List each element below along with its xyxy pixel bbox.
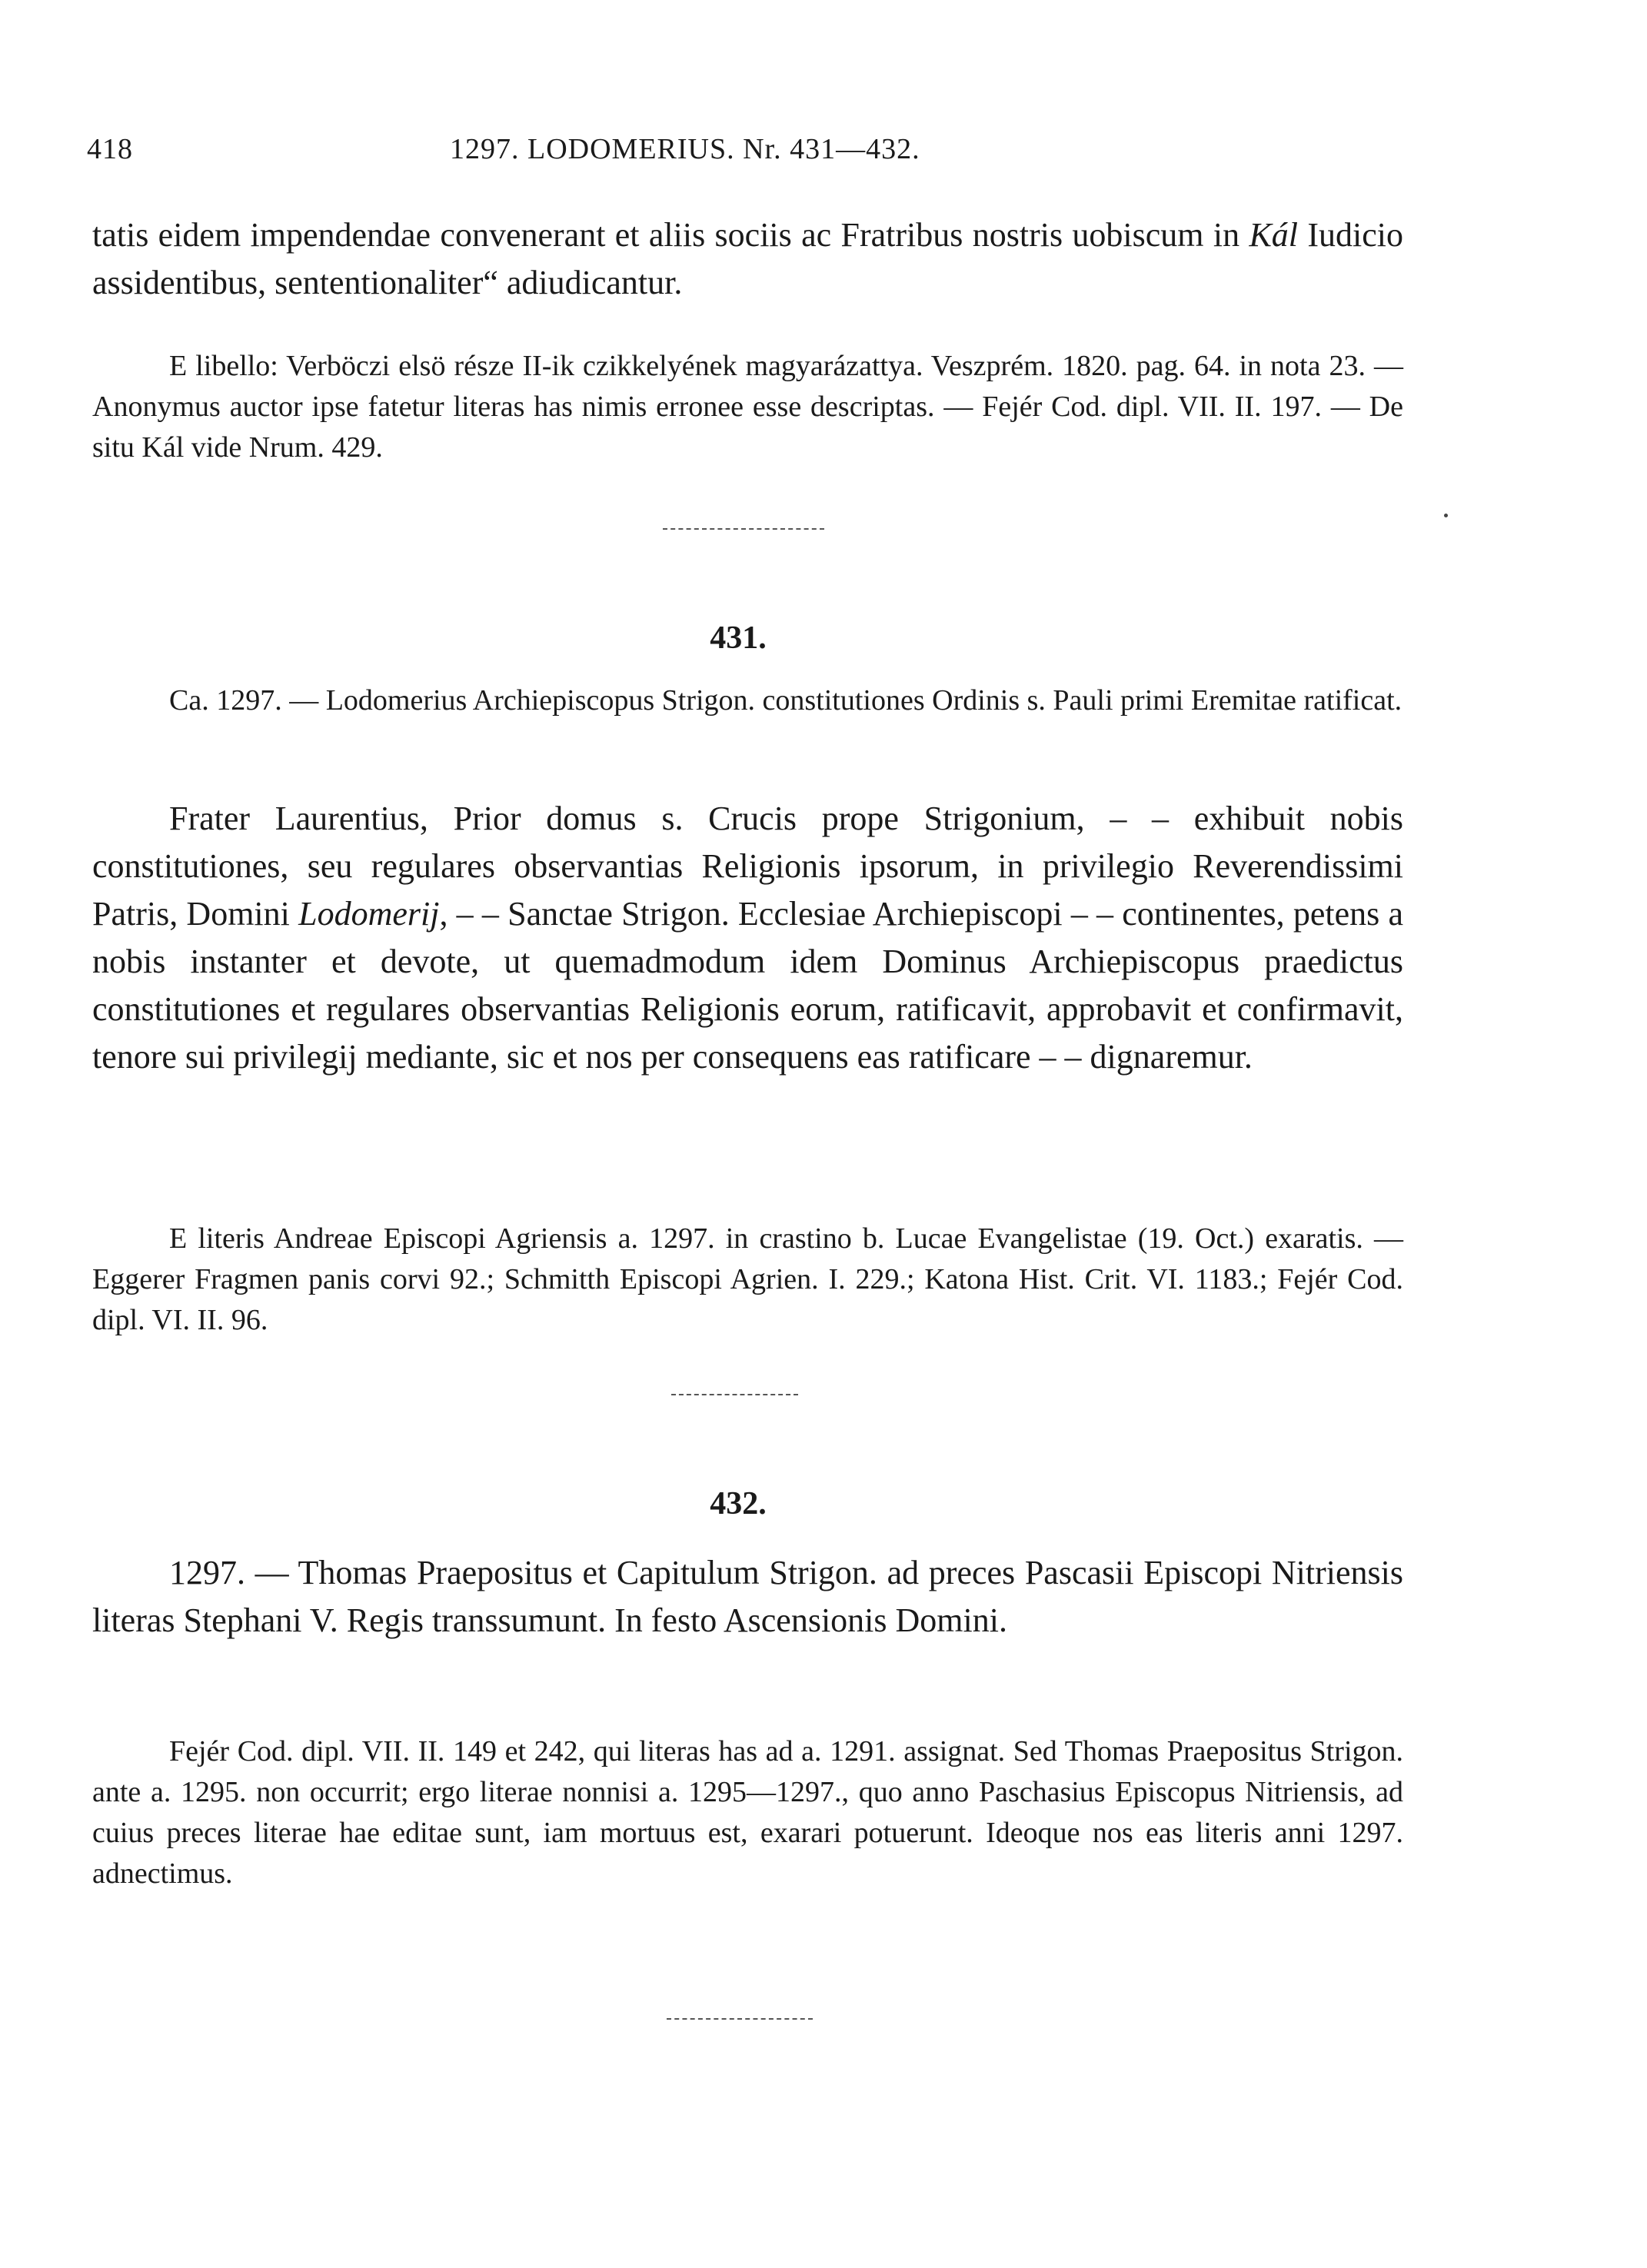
separator-rule	[671, 1394, 798, 1395]
separator-rule	[663, 528, 824, 530]
continuation-italic-place: Kál	[1249, 216, 1299, 254]
entry-body-italic-name: Lodomerij	[298, 895, 440, 933]
entry-body-text-1: Frater Laurentius, Prior domus s. Crucis prope Strigonium, – – exhibuit nobis constitutiones, seu regulares observantias Religionis ipsorum, in privilegio Reverendissimi Patris, Domini	[92, 800, 1403, 933]
page-number: 418	[87, 133, 133, 165]
entry-number: 431.	[710, 620, 767, 656]
entry-number: 432.	[710, 1486, 767, 1521]
entry-body	[92, 795, 1403, 1081]
stray-mark	[1444, 514, 1448, 517]
entry-source-note: Fejér Cod. dipl. VII. II. 149 et 242, qui literas has ad a. 1291. assignat. Sed Thomas Praepositus Strigon. ante a. 1295. non occurrit; ergo literae nonnisi a. 1295—1297., quo anno Paschasius Episcopus Nitriensis, ad cuius preces literae hae editae sunt, iam mortuus est, exarari potuerunt. Ideoque nos eas literis anni 1297. adnectimus.	[92, 1735, 1403, 1890]
continuation-paragraph	[92, 211, 1403, 307]
entry-summary: 1297. — Thomas Praepositus et Capitulum Strigon. ad preces Pascasii Episcopi Nitriensis literas Stephani V. Regis transsumunt. In festo Ascensionis Domini.	[92, 1554, 1403, 1639]
entry-body-text-2: , – – Sanctae Strigon. Ecclesiae Archiepiscopi – – continentes, petens a nobis instanter et devote, ut quemadmodum idem Dominus Archiepiscopus praedictus constitutiones et regulares observantias Religionis eorum, ratificavit, approbavit et confirmavit, tenore sui privilegij mediante, sic et nos per consequens eas ratificare – – dignaremur.	[92, 895, 1403, 1076]
continuation-note: E libello: Verböczi elsö része II-ik czikkelyének magyarázattya. Veszprém. 1820. pag. 64. in nota 23. — Anonymus auctor ipse fatetur literas has nimis erronee esse descriptas. — Fejér Cod. dipl. VII. II. 197. — De situ Kál vide Nrum. 429.	[92, 350, 1403, 464]
separator-rule	[667, 2018, 813, 2020]
entry-summary: Ca. 1297. — Lodomerius Archiepiscopus Strigon. constitutiones Ordinis s. Pauli primi Eremitae ratificat.	[169, 684, 1402, 717]
continuation-text-1: tatis eidem impendendae convenerant et aliis sociis ac Fratribus nostris uobiscum in	[92, 216, 1249, 254]
entry-source-note: E literis Andreae Episcopi Agriensis a. 1297. in crastino b. Lucae Evangelistae (19. Oct.) exaratis. — Eggerer Fragmen panis corvi 92.; Schmitth Episcopi Agrien. I. 229.; Katona Hist. Crit. VI. 1183.; Fejér Cod. dipl. VI. II. 96.	[92, 1222, 1403, 1336]
continuation-text-2: Iudicio assidentibus, sententionaliter“ adiudicantur.	[92, 216, 1403, 301]
running-title: 1297. LODOMERIUS. Nr. 431—432.	[450, 133, 920, 165]
